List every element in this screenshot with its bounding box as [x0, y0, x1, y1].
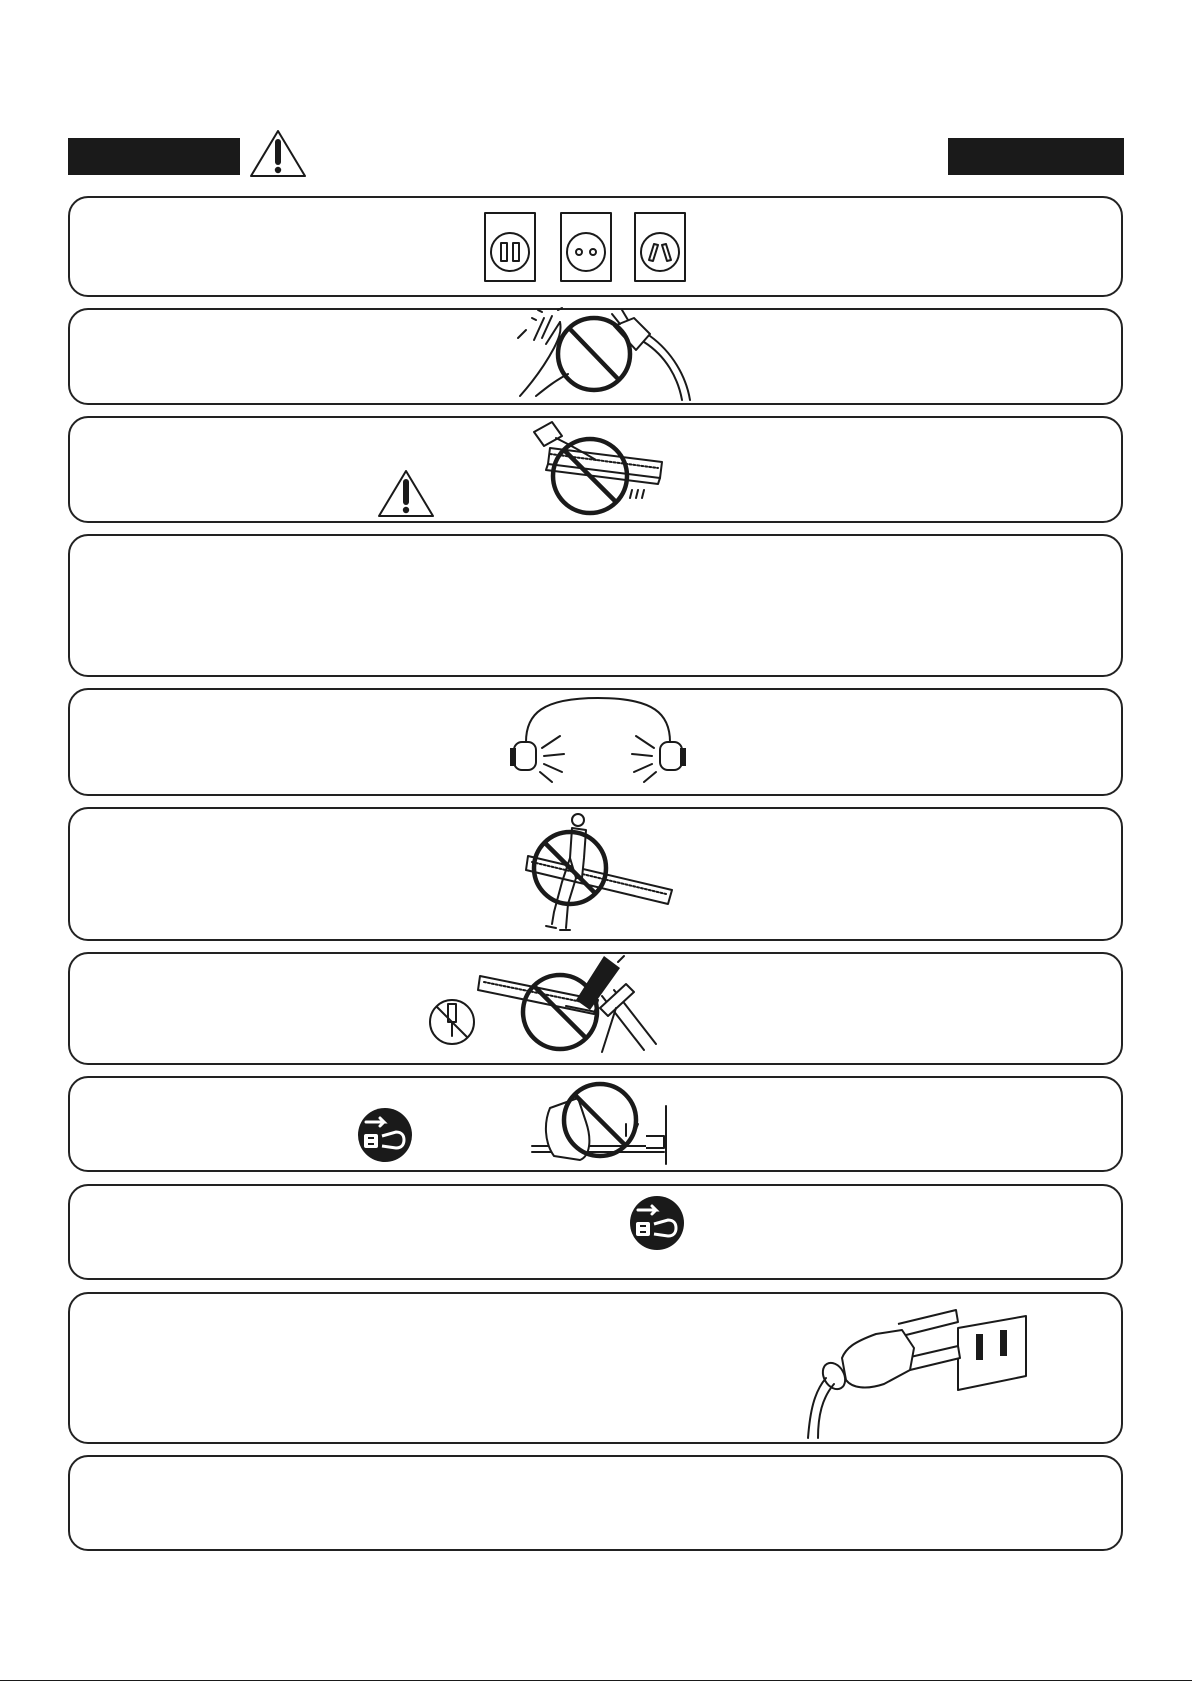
no-pull-cord-icon	[530, 1076, 672, 1166]
outlet-type-i-icon	[634, 212, 686, 282]
warning-triangle-icon	[248, 128, 308, 178]
panel-blank-notice	[68, 534, 1123, 677]
no-sitting-on-piano-icon	[524, 812, 676, 934]
unplug-icon	[356, 1106, 414, 1164]
headphones-icon	[506, 696, 690, 786]
no-liquid-on-piano-icon	[532, 420, 672, 516]
no-wet-hands-plug-icon	[516, 308, 696, 400]
panel-blank-notice-2	[68, 1455, 1123, 1551]
outlet-type-c-icon	[560, 212, 612, 282]
plug-into-outlet-icon	[806, 1292, 1032, 1438]
header-right-bar	[948, 138, 1124, 175]
no-tools-on-piano-icon	[476, 954, 696, 1056]
header-left-bar	[68, 138, 240, 175]
unplug-icon	[628, 1194, 686, 1252]
warning-triangle-icon	[376, 468, 436, 518]
footer-rule	[0, 1680, 1192, 1681]
outlet-type-a-icon	[484, 212, 536, 282]
no-disassembly-icon	[426, 996, 478, 1048]
panel-unplug-abnormal	[68, 1184, 1123, 1280]
